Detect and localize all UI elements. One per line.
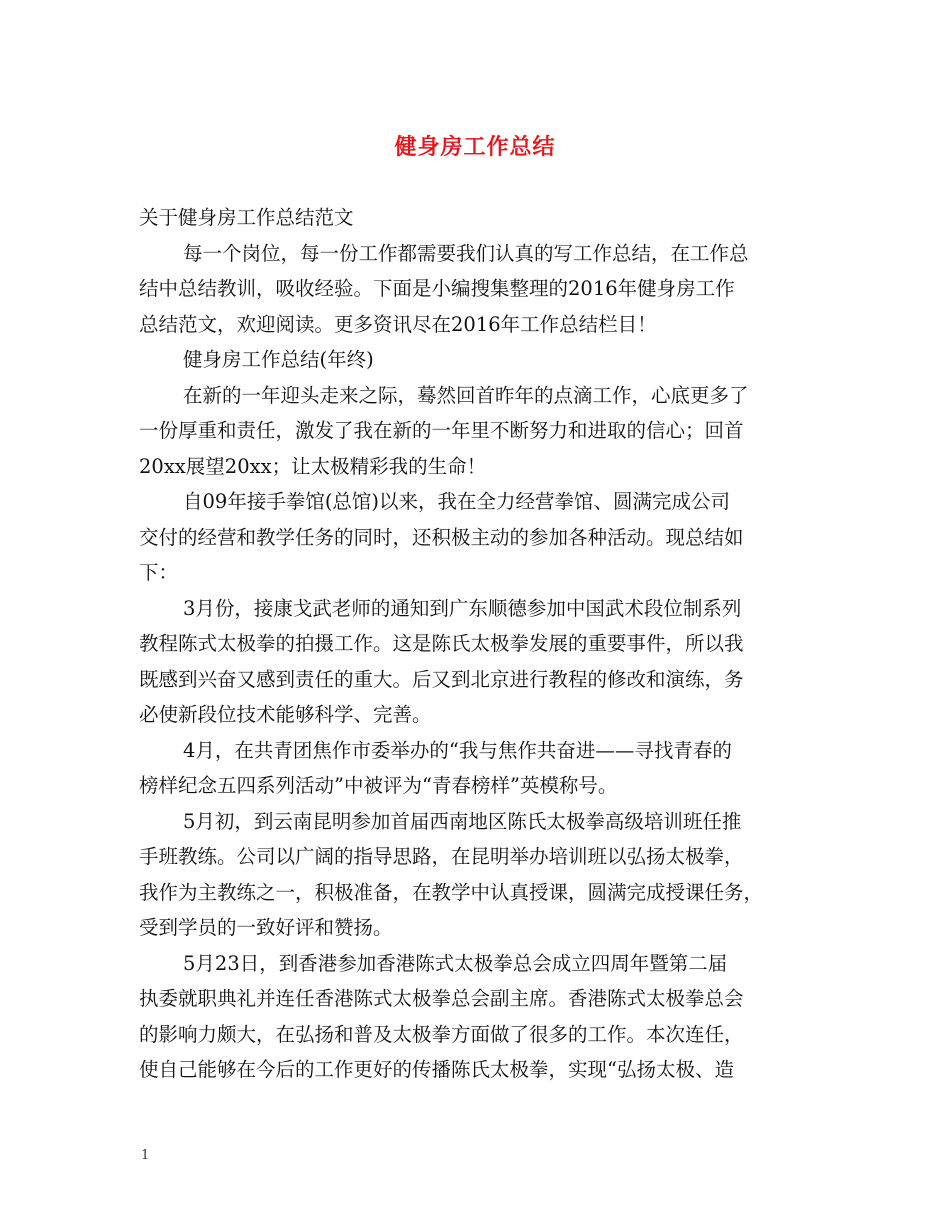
text-line: 既感到兴奋又感到责任的重大。后又到北京进行教程的修改和演练，务 xyxy=(139,667,744,691)
text-line: 每一个岗位，每一份工作都需要我们认真的写工作总结，在工作总 xyxy=(183,241,749,265)
text-line: 结中总结教训，吸收经验。下面是小编搜集整理的2016年健身房工作 xyxy=(139,277,735,300)
text-line: 榜样纪念五四系列活动”中被评为“青春榜样”英模称号。 xyxy=(139,774,618,797)
text-line: 在新的一年迎头走来之际，蓦然回首昨年的点滴工作，心底更多了 xyxy=(183,383,749,407)
text-line: 必使新段位技术能够科学、完善。 xyxy=(139,703,432,726)
text-line: 手班教练。公司以广阔的指导思路，在昆明举办培训班以弘扬太极拳， xyxy=(139,845,744,868)
document-body xyxy=(139,200,819,1088)
text-line: 下： xyxy=(139,561,179,584)
text-line: 自09年接手拳馆(总馆)以来，我在全力经营拳馆、圆满完成公司 xyxy=(183,490,731,513)
text-line: 总结范文，欢迎阅读。更多资讯尽在2016年工作总结栏目！ xyxy=(139,312,657,336)
text-line: 我作为主教练之一，积极准备，在教学中认真授课，圆满完成授课任务， xyxy=(139,880,764,904)
text-line: 受到学员的一致好评和赞扬。 xyxy=(139,916,393,939)
page-number: 1 xyxy=(141,1148,150,1163)
text-line: 20xx展望20xx；让太极精彩我的生命！ xyxy=(139,454,487,478)
text-line: 使自己能够在今后的工作更好的传播陈氏太极拳，实现“弘扬太极、造 xyxy=(139,1058,734,1081)
text-line: 5月初，到云南昆明参加首届西南地区陈氏太极拳高级培训班任推 xyxy=(183,809,742,833)
text-line: 5月23日，到香港参加香港陈式太极拳总会成立四周年暨第二届 xyxy=(183,951,728,975)
text-line: 健身房工作总结(年终) xyxy=(183,348,374,371)
text-line: 4月，在共青团焦作市委举办的“我与焦作共奋进——寻找青春的 xyxy=(183,738,732,762)
text-line: 交付的经营和教学任务的同时，还积极主动的参加各种活动。现总结如 xyxy=(139,525,744,549)
text-line: 3月份，接康戈武老师的通知到广东顺德参加中国武术段位制系列 xyxy=(183,596,742,620)
text-line: 关于健身房工作总结范文 xyxy=(139,206,354,229)
text-line: 一份厚重和责任，激发了我在新的一年里不断努力和进取的信心；回首 xyxy=(139,419,744,442)
text-line: 教程陈式太极拳的拍摄工作。这是陈氏太极拳发展的重要事件，所以我 xyxy=(139,632,744,655)
text-line: 的影响力颇大，在弘扬和普及太极拳方面做了很多的工作。本次连任， xyxy=(139,1022,744,1046)
text-line: 执委就职典礼并连任香港陈式太极拳总会副主席。香港陈式太极拳总会 xyxy=(139,987,744,1010)
document-title: 健身房工作总结 xyxy=(394,134,556,160)
